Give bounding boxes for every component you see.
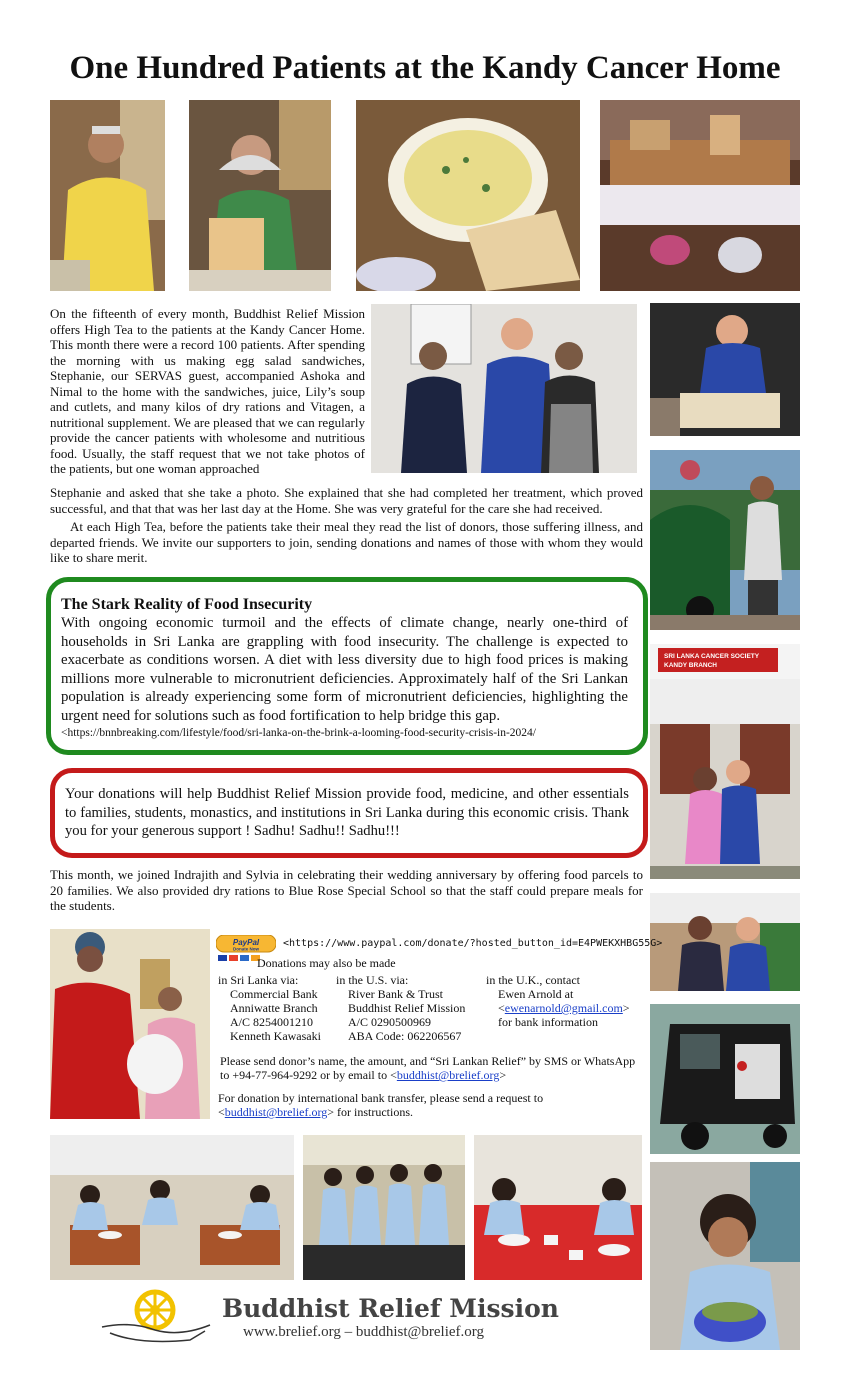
photo-stephanie-with-patients (371, 304, 637, 473)
sri-lanka-line: Anniwatte Branch (230, 1001, 318, 1015)
intl-tail: > for instructions. (327, 1105, 414, 1119)
sri-lanka-line: Commercial Bank (230, 987, 318, 1001)
us-bank-info (336, 973, 476, 1043)
uk-name: Ewen Arnold at (498, 987, 574, 1001)
us-heading: in the U.S. via: (336, 973, 409, 987)
donations-also-text: Donations may also be made (257, 956, 396, 970)
uk-email-link[interactable]: ewenarnold@gmail.com (504, 1001, 623, 1015)
sign-line-1: SRI LANKA CANCER SOCIETY (664, 653, 760, 660)
photo-child-eating (650, 1162, 800, 1350)
footer-contact: www.brelief.org – buddhist@brelief.org (243, 1324, 484, 1340)
send-donor-info: Please send donor’s name, the amount, and “Sri Lankan Relief” by SMS or WhatsApp to +94-77-964-9292 or by email to <buddhist@brelief.org> (220, 1054, 636, 1082)
us-line: Buddhist Relief Mission (348, 1001, 466, 1015)
sri-lanka-line: A/C 8254001210 (230, 1015, 314, 1029)
food-insecurity-body: With ongoing economic turmoil and the effects of climate change, nearly one-third of households in Sri Lanka are grappling with food insecurity. The challenge is expected to exacerbate as conditions worsen. A diet with less diversity due to high food prices is making millions more vulnerable to micronutrient deficiencies. Approximately half of the Sri Lankan population is already experiencing some form of micronutrient deficiencies, highlighting the urgent need for solutions such as food fortification to help bridge this gap. (61, 615, 628, 724)
us-line: A/C 0290500969 (348, 1015, 432, 1029)
anniversary-paragraph: This month, we joined Indrajith and Sylvia in celebrating their wedding anniversary by offering food parcels to 20 families. We also provided dry rations to Blue Rose Special School so that the staff could prepare meals for the students. (50, 867, 643, 913)
photo-students-meal (474, 1135, 642, 1280)
uk-info: for bank information (498, 1015, 598, 1029)
send-text: Please send donor’s name, the amount, and “Sri Lankan Relief” by SMS or WhatsApp to +94-77-964-9292 or by email to < (220, 1054, 636, 1082)
photo-cancer-society-sign (650, 644, 800, 879)
paypal-sub-label: Donate Now (232, 946, 260, 952)
sri-lanka-line: Kenneth Kawasaki (230, 1029, 321, 1043)
intl-email-link[interactable]: buddhist@brelief.org (224, 1105, 328, 1119)
photo-food-parcel (50, 929, 210, 1119)
us-line: ABA Code: 062206567 (348, 1029, 462, 1043)
photo-tuk-tuk-driver (650, 450, 800, 630)
uk-heading: in the U.K., contact (486, 973, 580, 987)
food-insecurity-heading: The Stark Reality of Food Insecurity (61, 596, 313, 613)
uk-contact-info: in the U.K., contact Ewen Arnold at <ewenarnold@gmail.com> for bank information (486, 973, 646, 1029)
us-line: River Bank & Trust (348, 987, 444, 1001)
photo-couple (650, 893, 800, 991)
food-insecurity-source: <https://bnnbreaking.com/lifestyle/food/sri-lanka-on-the-brink-a-looming-food-security-crisis-in-2024/ (61, 727, 536, 739)
story-paragraph-2: At each High Tea, before the patients take their meal they read the list of donors, those suffering illness, and departed friends. We invite our supporters to join, sending donations and names of those with whom they would like to share merit. (50, 519, 643, 565)
photo-students-drinking (303, 1135, 465, 1280)
intl-text: For donation by international bank transfer, please send a request to < (218, 1091, 544, 1119)
story-paragraph-1b: Stephanie and asked that she take a photo. She explained that she had completed her treatment, which proved successful, and that that was her last day at the Home. She was very grateful for the care she had received. (50, 485, 643, 516)
paypal-label: PayPal (232, 938, 260, 947)
dharma-wheel-logo (100, 1285, 220, 1350)
donation-appeal-box (50, 768, 648, 858)
photo-elderly-woman (189, 100, 331, 291)
photo-sandwich-delivery (650, 303, 800, 436)
photo-elderly-man (50, 100, 165, 291)
send-email-link[interactable]: buddhist@brelief.org (396, 1068, 500, 1082)
intl-transfer-info (218, 1091, 643, 1119)
photo-tuk-tuk (650, 1004, 800, 1154)
photo-egg-salad (356, 100, 580, 291)
footer-org-name: Buddhist Relief Mission (222, 1294, 559, 1323)
photo-students-classroom (50, 1135, 294, 1280)
donation-appeal-text: Your donations will help Buddhist Relief Mission provide food, medicine, and other essentials to families, students, monastics, and institutions in Sri Lanka during this economic crisis. Thank you for your generous support ! Sadhu! Sadhu!! Sadhu!!! (65, 786, 629, 839)
story-paragraph-1a: On the fifteenth of every month, Buddhist Relief Mission offers High Tea to the patients at the Kandy Cancer Home. This month there were a record 100 patients. After spending the morning with us making egg salad sandwiches, Stephanie, our SERVAS guest, accompanied Ashoka and Nimal to the home with the sandwiches, juice, Lily’s soup and cutlets, and many kilos of dry rations and Vitagen, a nutritional supplement. We are pleased that we can regularly provide the cancer patients with wholesome and nutritious food. Usually, the staff request that we not take photos of the patients, but one woman approached (50, 306, 365, 476)
paypal-url[interactable]: <https://www.paypal.com/donate/?hosted_button_id=E4PWEKXHBG55G> (283, 938, 663, 949)
sri-lanka-bank-info (218, 973, 330, 1043)
photo-dry-rations (600, 100, 800, 291)
page-title: One Hundred Patients at the Kandy Cancer Home (69, 50, 781, 86)
sign-line-2: KANDY BRANCH (664, 662, 717, 669)
food-insecurity-box (46, 577, 648, 755)
sri-lanka-heading: in Sri Lanka via: (218, 973, 299, 987)
